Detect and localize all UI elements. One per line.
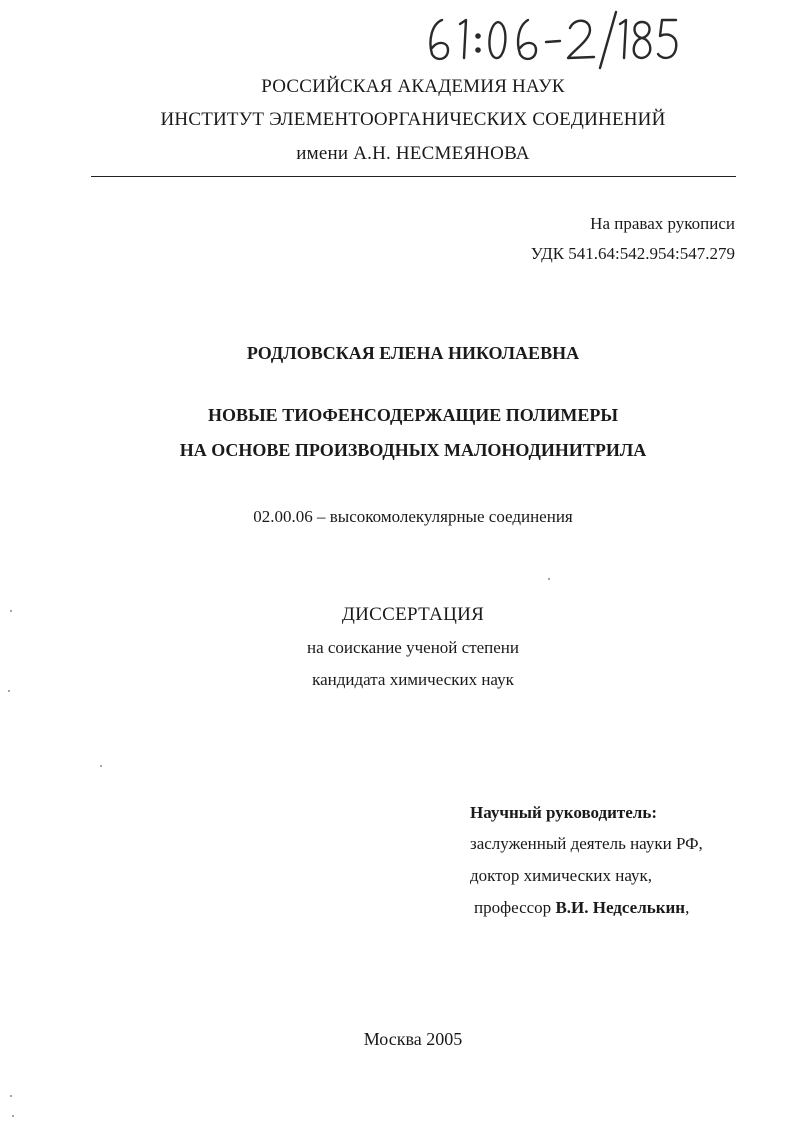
scan-speck <box>8 690 10 692</box>
supervisor-name: В.И. Недселькин <box>555 898 686 917</box>
scan-speck <box>10 1095 12 1097</box>
supervisor-rank: профессор <box>474 898 556 917</box>
thesis-title-line-2: НА ОСНОВЕ ПРОИЗВОДНЫХ МАЛОНОДИНИТРИЛА <box>179 440 647 460</box>
supervisor-heading: Научный руководитель: <box>470 803 657 822</box>
city-year: Москва 2005 <box>363 1029 463 1049</box>
scan-speck <box>548 578 550 580</box>
udk-code: УДК 541.64:542.954:547.279 <box>530 244 735 263</box>
degree-line-2: кандидата химических наук <box>312 670 514 689</box>
header-divider <box>91 176 736 177</box>
document-type: ДИССЕРТАЦИЯ <box>341 604 485 625</box>
supervisor-title-line-1: заслуженный деятель науки РФ, <box>470 834 703 853</box>
organization-line-3: имени А.Н. НЕСМЕЯНОВА <box>296 143 530 164</box>
scan-speck <box>10 610 12 612</box>
organization-line-1: РОССИЙСКАЯ АКАДЕМИЯ НАУК <box>261 76 565 97</box>
author-name: РОДЛОВСКАЯ ЕЛЕНА НИКОЛАЕВНА <box>246 343 580 363</box>
scan-speck <box>100 765 102 767</box>
handwritten-archive-code-drawing <box>420 10 680 70</box>
specialty-code: 02.00.06 – высокомолекулярные соединения <box>253 507 573 526</box>
supervisor-name-line <box>474 898 689 918</box>
rights-note: На правах рукописи <box>590 214 735 233</box>
organization-line-2: ИНСТИТУТ ЭЛЕМЕНТООРГАНИЧЕСКИХ СОЕДИНЕНИЙ <box>160 109 666 130</box>
supervisor-name-suffix: , <box>685 898 690 917</box>
degree-line-1: на соискание ученой степени <box>306 638 520 657</box>
thesis-title-line-1: НОВЫЕ ТИОФЕНСОДЕРЖАЩИЕ ПОЛИМЕРЫ <box>208 405 618 425</box>
handwritten-archive-code <box>420 10 680 70</box>
supervisor-title-line-2: доктор химических наук, <box>470 866 653 885</box>
scan-speck <box>12 1115 14 1117</box>
